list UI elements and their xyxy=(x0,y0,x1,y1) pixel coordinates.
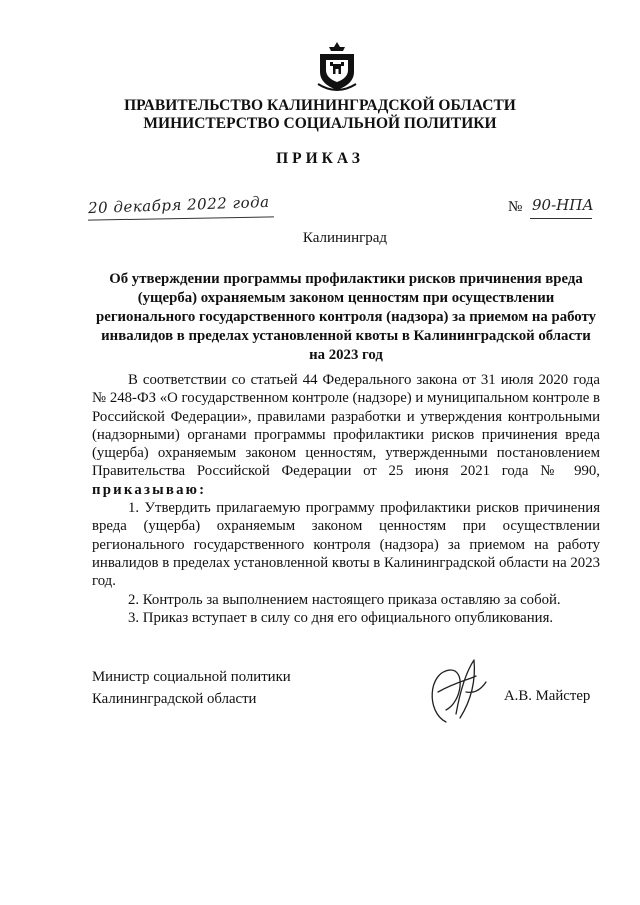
number-label: № xyxy=(508,199,523,215)
document-body xyxy=(92,371,600,627)
document-type: ПРИКАЗ xyxy=(276,150,364,167)
city: Калининград xyxy=(302,230,388,246)
header-line-ministry: МИНИСТЕРСТВО СОЦИАЛЬНОЙ ПОЛИТИКИ xyxy=(143,115,497,132)
handwritten-signature-icon xyxy=(416,652,496,732)
date-underline xyxy=(88,216,274,220)
signatory-position-line2: Калининградской области xyxy=(92,691,257,707)
handwritten-date: 20 декабря 2022 года xyxy=(87,192,270,218)
signatory-position xyxy=(92,666,291,710)
document-title: Об утверждении программы профилактики рисков причинения вреда (ущерба) охраняемым законом ценностям при осуществлении регионального государственного контроля (надзора) за приемом на работу инвалидов в пределах установленной квоты в Калининградской области на 2023 год xyxy=(96,271,596,363)
preamble-text: В соответствии со статьей 44 Федерального закона от 31 июля 2020 года № 248-ФЗ «О государственном контроле (надзоре) и муниципальном контроле в Российской Федерации», правилами разработки и утверждения контрольными (надзорными) органами программы профилактики рисков причинения вреда (ущерба) охраняемым законом ценностям, утвержденными постановлением Правительства Российской Федерации от 25 июня 2021 года № 990, xyxy=(92,372,600,480)
preamble-paragraph xyxy=(92,371,600,499)
signatory-position-line1: Министр социальной политики xyxy=(92,669,291,685)
item-3: 3. Приказ вступает в силу со дня его официального опубликования. xyxy=(128,609,554,626)
coat-of-arms-icon xyxy=(316,40,358,92)
handwritten-number: 90-НПА xyxy=(532,196,594,214)
header-line-government: ПРАВИТЕЛЬСТВО КАЛИНИНГРАДСКОЙ ОБЛАСТИ xyxy=(124,97,516,114)
order-word: приказываю: xyxy=(92,481,207,498)
item-1: 1. Утвердить прилагаемую программу профилактики рисков причинения вреда (ущерба) охраняемым законом ценностям при осуществлении регионального государственного контроля (надзора) за приемом на работу инвалидов в пределах установленной квоты в Калининградской области на 2023 год. xyxy=(92,500,600,590)
item-2: 2. Контроль за выполнением настоящего приказа оставляю за собой. xyxy=(128,591,561,608)
signatory-name: А.В. Майстер xyxy=(504,688,591,704)
number-underline xyxy=(530,218,592,219)
